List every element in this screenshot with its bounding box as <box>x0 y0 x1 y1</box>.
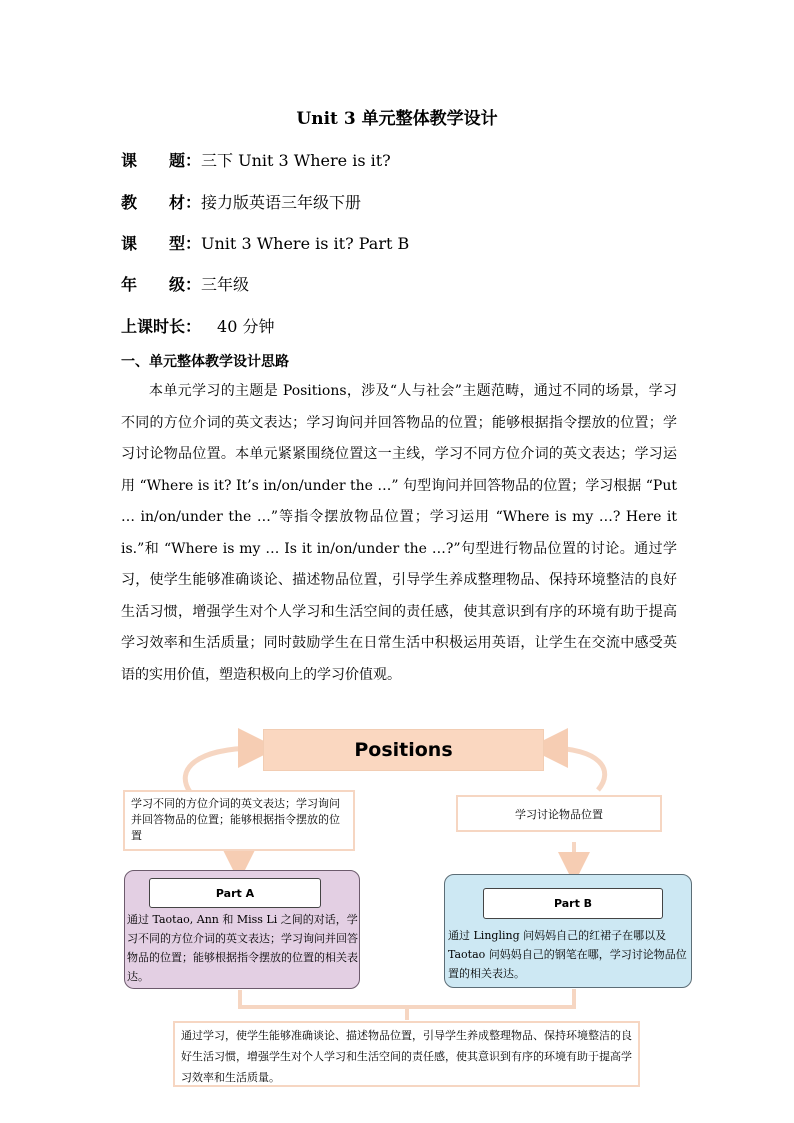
bracket-connector <box>240 989 574 1020</box>
document-title: Unit 3 单元整体教学设计 <box>296 109 498 129</box>
diagram-right-goal-box: 学习讨论物品位置 <box>456 795 662 832</box>
meta-type-value: Unit 3 Where is it? Part B <box>201 234 410 253</box>
left-curved-arrow <box>185 748 258 792</box>
meta-course-value: 三下 Unit 3 Where is it? <box>201 151 391 170</box>
meta-grade-value: 三年级 <box>201 275 250 294</box>
meta-duration-label: 上课时长： <box>121 317 202 336</box>
part-a-label: Part A <box>149 878 321 908</box>
part-b-label: Part B <box>483 888 663 919</box>
section-heading: 一、单元整体教学设计思路 <box>121 354 289 370</box>
meta-type-label: 课 型： <box>121 234 202 253</box>
diagram-part-b-box <box>444 874 692 988</box>
diagram-summary-box: 通过学习，使学生能够准确谈论、描述物品位置，引导学生养成整理物品、保持环境整洁的良好生活习惯，增强学生对个人学习和生活空间的责任感，使其意识到有序的环境有助于提高学习效率和生活质量。 <box>173 1021 640 1087</box>
meta-grade-label: 年 级： <box>121 275 202 294</box>
diagram-left-goal-box: 学习不同的方位介词的英文表达；学习询问并回答物品的位置；能够根据指令摆放的位置 <box>123 790 355 851</box>
paragraph-text: 本单元学习的主题是 Positions，涉及“人与社会”主题范畴，通过不同的场景，学习不同的方位介词的英文表达；学习询问并回答物品的位置；能够根据指令摆放的位置；学习讨论物品位置。本单元紧紧围绕位置这一主线，学习不同方位介词的英文表达；学习运用 “Where is it? It’s in/on/under the …” 句型询问并回答物品的位置；学习根据 “Put … in/on/under the …”等指令摆放物品位置；学习运用 “Where is my …? Here it is.”和 “Where is my … Is it in/on/under the …?”句型进行物品位置的讨论。通过学习，使学生能够准确谈论、描述物品位置，引导学生养成整理物品、保持环境整洁的良好生活习惯，增强学生对个人学习和生活空间的责任感，使其意识到有序的环境有助于提高学习效率和生活质量；同时鼓励学生在日常生活中积极运用英语，让学生在交流中感受英语的实用价值，塑造积极向上的学习价值观。 <box>121 383 677 683</box>
right-curved-arrow <box>548 748 605 790</box>
diagram-center-box: Positions <box>263 729 544 771</box>
diagram-part-a-box <box>124 870 360 989</box>
part-a-text: 通过 Taotao, Ann 和 Miss Li 之间的对话，学习不同的方位介词的英文表达；学习询问并回答物品的位置；能够根据指令摆放的位置的相关表达。 <box>127 913 358 983</box>
part-b-text: 通过 Lingling 问妈妈自己的红裙子在哪以及 Taotao 问妈妈自己的钢笔在哪，学习讨论物品位置的相关表达。 <box>448 929 687 980</box>
meta-textbook-label: 教 材： <box>121 193 202 212</box>
meta-course-label: 课 题： <box>121 151 202 170</box>
meta-textbook-value: 接力版英语三年级下册 <box>201 193 362 212</box>
meta-duration-value: 40 分钟 <box>201 317 275 336</box>
